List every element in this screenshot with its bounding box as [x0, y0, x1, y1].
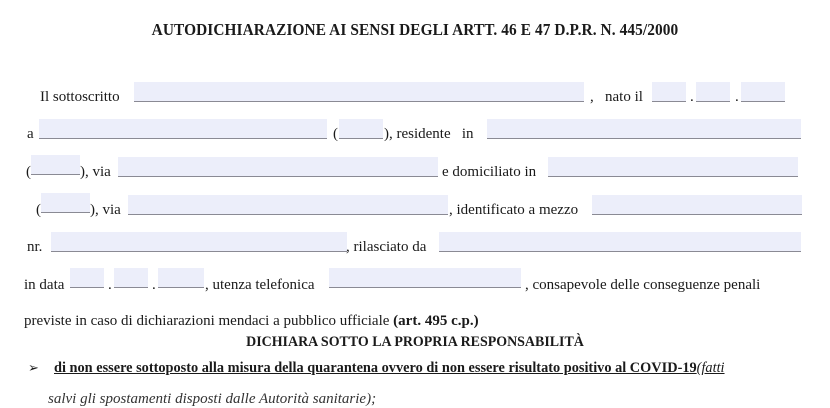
- issue-day-field[interactable]: [70, 268, 104, 288]
- residence-street-input[interactable]: [118, 157, 438, 176]
- comma-separator: ,: [590, 89, 594, 105]
- date-dot: .: [735, 89, 739, 105]
- label-via: ), via: [90, 202, 121, 218]
- domicile-street-field[interactable]: [128, 195, 448, 215]
- issue-month-field[interactable]: [114, 268, 148, 288]
- issue-year-input[interactable]: [158, 268, 204, 287]
- paren-open: (: [333, 126, 338, 142]
- label-nato-il: nato il: [605, 89, 643, 105]
- id-document-input[interactable]: [592, 195, 802, 214]
- label-in-data: in data: [24, 277, 65, 293]
- birth-year-input[interactable]: [741, 82, 785, 101]
- paren-open: (: [26, 164, 31, 180]
- residence-street-field[interactable]: [118, 157, 438, 177]
- sottoscritto-input[interactable]: [134, 82, 584, 101]
- issued-by-input[interactable]: [439, 232, 801, 251]
- birth-month-input[interactable]: [696, 82, 730, 101]
- arrow-bullet-icon: ➢: [28, 361, 39, 376]
- section-heading: DICHIARA SOTTO LA PROPRIA RESPONSABILITÀ: [246, 334, 584, 350]
- document-title: AUTODICHIARAZIONE AI SENSI DEGLI ARTT. 46 E 47 D.P.R. N. 445/2000: [151, 20, 679, 39]
- phone-input[interactable]: [329, 268, 521, 287]
- domicile-province-input[interactable]: [41, 193, 90, 212]
- domicile-field[interactable]: [548, 157, 798, 177]
- date-dot: .: [690, 89, 694, 105]
- issue-day-input[interactable]: [70, 268, 104, 287]
- declaration-item: [28, 360, 756, 377]
- date-dot: .: [152, 277, 156, 293]
- issued-by-field[interactable]: [439, 232, 801, 252]
- paren-open: (: [36, 202, 41, 218]
- declaration-continuation: salvi gli spostamenti disposti dalle Autorità sanitarie);: [48, 391, 377, 407]
- birthplace-input[interactable]: [39, 119, 327, 138]
- birth-year-field[interactable]: [741, 82, 785, 102]
- label-identificato: , identificato a mezzo: [449, 202, 579, 218]
- label-a: a: [27, 126, 34, 142]
- birth-day-field[interactable]: [652, 82, 686, 102]
- domicile-province-field[interactable]: [41, 193, 90, 213]
- residence-field[interactable]: [487, 119, 801, 139]
- birth-month-field[interactable]: [696, 82, 730, 102]
- penalty-text-main: previste in caso di dichiarazioni mendaci a pubblico ufficiale: [24, 313, 390, 329]
- birthplace-field[interactable]: [39, 119, 327, 139]
- label-nr: nr.: [27, 239, 43, 255]
- residence-province-field[interactable]: [31, 155, 80, 175]
- label-residente: ), residente in: [384, 126, 474, 142]
- label-consapevole: , consapevole delle conseguenze penali: [525, 277, 761, 293]
- label-via: ), via: [80, 164, 111, 180]
- domicile-input[interactable]: [548, 157, 798, 176]
- label-sottoscritto: Il sottoscritto: [40, 89, 120, 105]
- residence-province-input[interactable]: [31, 155, 80, 174]
- document-number-input[interactable]: [51, 232, 347, 251]
- penalty-article-ref: (art. 495 c.p.): [393, 313, 479, 329]
- issue-year-field[interactable]: [158, 268, 204, 288]
- declaration-italic-tail: (fatti: [696, 360, 725, 376]
- sottoscritto-field[interactable]: [134, 82, 584, 102]
- residence-input[interactable]: [487, 119, 801, 138]
- birth-day-input[interactable]: [652, 82, 686, 101]
- id-document-field[interactable]: [592, 195, 802, 215]
- birth-province-field[interactable]: [339, 119, 383, 139]
- label-rilasciato: , rilasciato da: [346, 239, 427, 255]
- domicile-street-input[interactable]: [128, 195, 448, 214]
- document-number-field[interactable]: [51, 232, 347, 252]
- declaration-main: di non essere sottoposto alla misura della quarantena ovvero di non essere risultato positivo al COVID-19: [53, 360, 697, 376]
- label-domiciliato: e domiciliato in: [442, 164, 537, 180]
- declaration-text: [54, 360, 725, 377]
- issue-month-input[interactable]: [114, 268, 148, 287]
- birth-province-input[interactable]: [339, 119, 383, 138]
- penalty-text: [24, 312, 479, 330]
- date-dot: .: [108, 277, 112, 293]
- label-utenza: , utenza telefonica: [205, 277, 315, 293]
- phone-field[interactable]: [329, 268, 521, 288]
